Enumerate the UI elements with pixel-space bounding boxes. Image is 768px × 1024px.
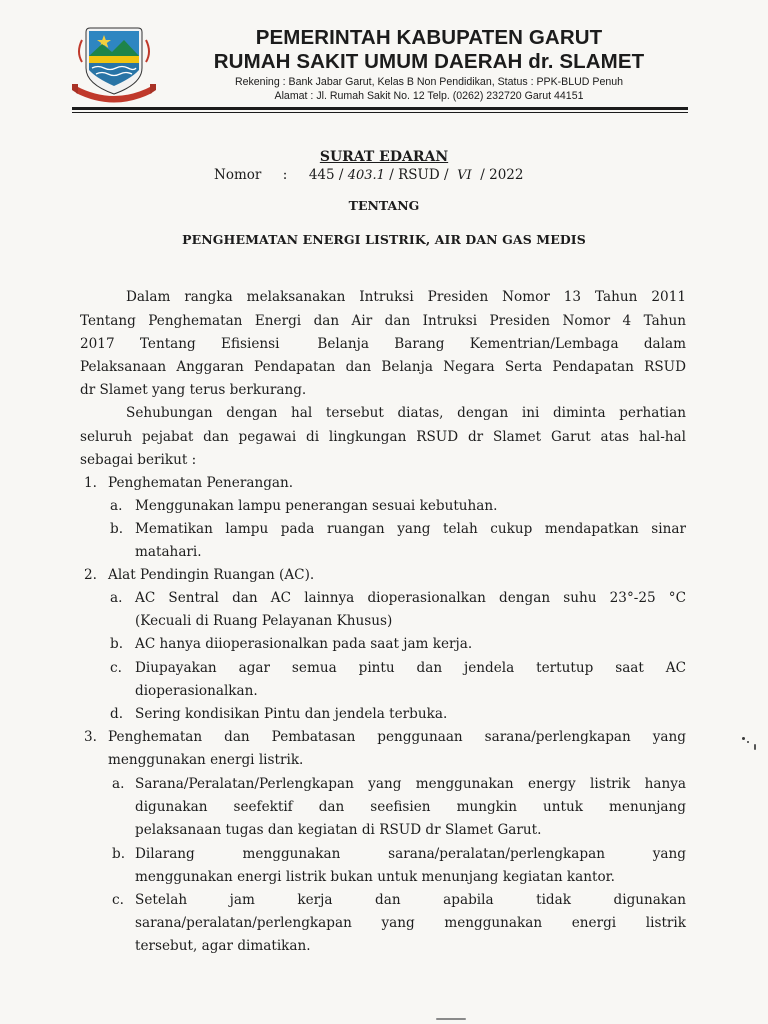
sublist-letter: c.: [110, 660, 122, 676]
document-title: SURAT EDARAN: [319, 149, 449, 165]
scan-speck: [436, 1018, 466, 1020]
sublist-item: sarana/peralatan/perlengkapan yang menggunakan energi listrik: [135, 915, 686, 931]
address-line: Alamat : Jl. Rumah Sakit No. 12 Telp. (0262) 232720 Garut 44151: [274, 90, 584, 102]
paragraph-line: sebagai berikut :: [80, 452, 197, 468]
number-code: 445 /: [308, 167, 344, 183]
sublist-item: AC hanya diioperasionalkan pada saat jam kerja.: [135, 636, 473, 652]
sublist-letter: b.: [110, 636, 124, 652]
list-number: 2.: [84, 567, 97, 583]
sublist-letter: a.: [110, 590, 123, 606]
paragraph-line: dr Slamet yang terus berkurang.: [80, 382, 307, 398]
letterhead-text: [164, 26, 694, 103]
paragraph-line: Dalam rangka melaksanakan Intruksi Presiden Nomor 13 Tahun 2011: [126, 289, 686, 305]
sublist-letter: a.: [110, 498, 123, 514]
sublist-item: dioperasionalkan.: [135, 683, 258, 699]
scan-speck: [754, 744, 756, 750]
list-item-title: Penghematan Penerangan.: [108, 475, 294, 491]
sublist-item: Setelah jam kerja dan apabila tidak digunakan: [135, 892, 686, 908]
sublist-item: matahari.: [135, 544, 202, 560]
sublist-letter: b.: [112, 846, 126, 862]
paragraph-line: 2017 Tentang Efisiensi Belanja Barang Kementrian/Lembaga dalam: [80, 336, 686, 352]
sublist-letter: b.: [110, 521, 124, 537]
sublist-letter: c.: [112, 892, 124, 908]
number-unit: / RSUD /: [389, 167, 449, 183]
sublist-item: Sarana/Peralatan/Perlengkapan yang menggunakan energy listrik hanya: [135, 776, 686, 792]
sublist-item: pelaksanaan tugas dan kegiatan di RSUD dr Slamet Garut.: [135, 822, 542, 838]
garut-regency-emblem-icon: [70, 22, 158, 106]
sublist-item: menggunakan energi listrik bukan untuk menunjang kegiatan kantor.: [135, 869, 615, 885]
sublist-item: (Kecuali di Ruang Pelayanan Khusus): [135, 613, 393, 629]
number-colon: :: [282, 167, 288, 183]
list-number: 3.: [84, 729, 97, 745]
number-label: Nomor: [214, 167, 262, 183]
handwritten-month: VI: [457, 168, 472, 183]
list-number: 1.: [84, 475, 97, 491]
paragraph-line: Pelaksanaan Anggaran Pendapatan dan Belanja Negara Serta Pendapatan RSUD: [80, 359, 686, 375]
scan-speck: [747, 741, 749, 743]
sublist-item: Menggunakan lampu penerangan sesuai kebutuhan.: [135, 498, 498, 514]
subject-heading: PENGHEMATAN ENERGI LISTRIK, AIR DAN GAS MEDIS: [182, 232, 586, 247]
hospital-name: RUMAH SAKIT UMUM DAERAH dr. SLAMET: [213, 50, 645, 73]
letterhead-divider-thick: [72, 107, 688, 110]
sublist-item: Diupayakan agar semua pintu dan jendela tertutup saat AC: [135, 660, 686, 676]
list-item-title: Alat Pendingin Ruangan (AC).: [108, 567, 315, 583]
paragraph-line: Tentang Penghematan Energi dan Air dan Intruksi Presiden Nomor 4 Tahun: [80, 313, 686, 329]
sublist-letter: a.: [112, 776, 125, 792]
scan-speck: [742, 737, 745, 740]
paragraph-line: seluruh pejabat dan pegawai di lingkungan RSUD dr Slamet Garut atas hal-hal: [80, 429, 686, 445]
list-item-title: menggunakan energi listrik.: [108, 752, 304, 768]
document-number: [214, 167, 523, 183]
sublist-item: Sering kondisikan Pintu dan jendela terbuka.: [135, 706, 448, 722]
about-heading: TENTANG: [348, 198, 420, 213]
sublist-item: Mematikan lampu pada ruangan yang telah cukup mendapatkan sinar: [135, 521, 686, 537]
paragraph-line: Sehubungan dengan hal tersebut diatas, dengan ini diminta perhatian: [126, 405, 686, 421]
sublist-item: AC Sentral dan AC lainnya dioperasionalkan dengan suhu 23°-25 °C: [135, 590, 686, 606]
list-item-title: Penghematan dan Pembatasan penggunaan sarana/perlengkapan yang: [108, 729, 686, 745]
sublist-item: Dilarang menggunakan sarana/peralatan/perlengkapan yang: [135, 846, 686, 862]
number-year: / 2022: [480, 167, 524, 183]
sublist-item: tersebut, agar dimatikan.: [135, 938, 311, 954]
letterhead-divider-thin: [72, 112, 688, 113]
sublist-letter: d.: [110, 706, 124, 722]
bank-account-line: Rekening : Bank Jabar Garut, Kelas B Non Pendidikan, Status : PPK-BLUD Penuh: [234, 76, 624, 88]
handwritten-number: 403.1: [347, 168, 385, 183]
government-name: PEMERINTAH KABUPATEN GARUT: [255, 26, 603, 49]
sublist-item: digunakan seefektif dan seefisien mungkin untuk menunjang: [135, 799, 686, 815]
